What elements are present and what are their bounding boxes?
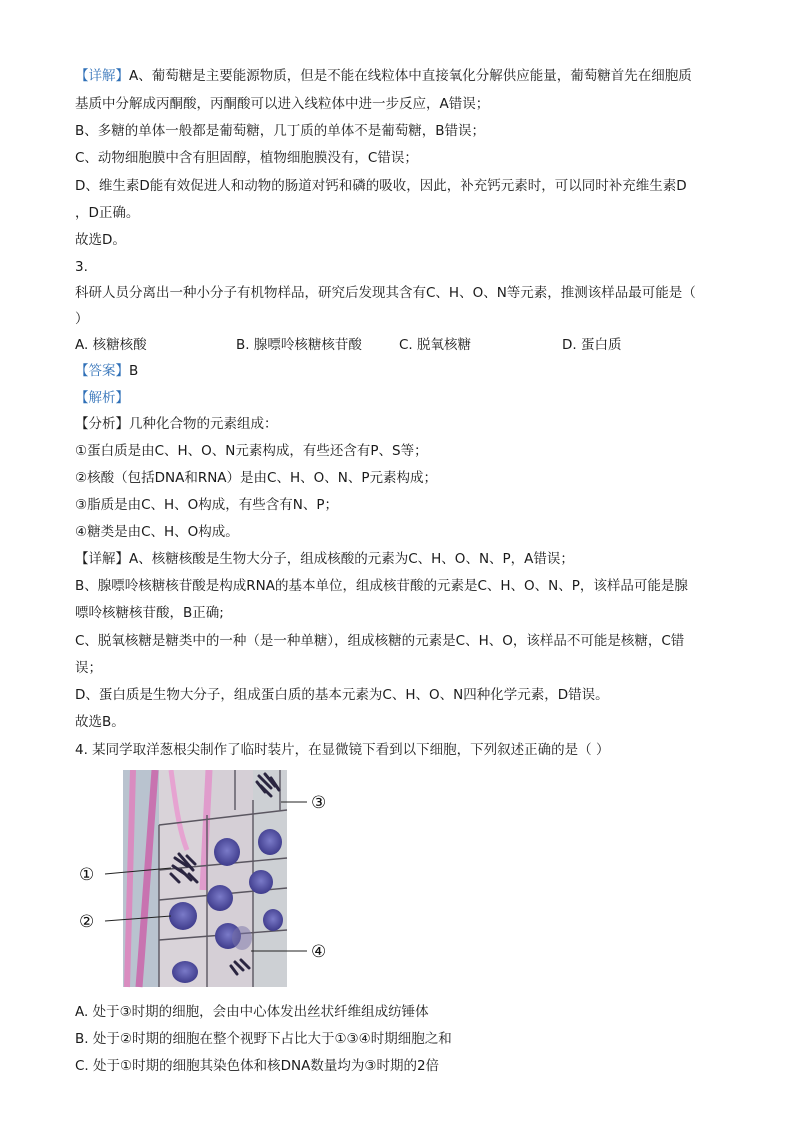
label-2: ② [79, 912, 95, 932]
explanation-line: 基质中分解成丙酮酸，丙酮酸可以进入线粒体中进一步反应，A错误； [75, 96, 490, 112]
option-c: C. 脱氧核糖 [399, 337, 472, 353]
conclusion-line: 故选D。 [75, 232, 126, 248]
detail-text: A、核糖核酸是生物大分子，组成核酸的元素为C、H、O、N、P，A错误； [129, 551, 574, 567]
detail-line [75, 549, 725, 569]
explanation-line: B、多糖的单体一般都是葡萄糖，几丁质的单体不是葡萄糖，B错误； [75, 123, 486, 139]
detail-line: C、脱氧核糖是糖类中的一种（是一种单糖），组成核糖的元素是C、H、O，该样品不可能是核糖，C错 [75, 633, 685, 649]
question-number: 3. [75, 259, 88, 275]
analysis-item: ④糖类是由C、H、O构成。 [75, 524, 239, 540]
micrograph-svg [75, 770, 345, 990]
question-stem: 4. 某同学取洋葱根尖制作了临时装片，在显微镜下看到以下细胞，下列叙述正确的是（ ） [75, 742, 610, 758]
option-d: D. 蛋白质 [562, 337, 622, 353]
analysis-item: ③脂质是由C、H、O构成，有些含有N、P； [75, 497, 339, 513]
analysis-item: ②核酸（包括DNA和RNA）是由C、H、O、N、P元素构成； [75, 470, 437, 486]
question-options [75, 335, 725, 355]
explanation-line: D、维生素D能有效促进人和动物的肠道对钙和磷的吸收，因此，补充钙元素时，可以同时补充维生素D [75, 178, 687, 194]
explanation-line: C、动物细胞膜中含有胆固醇，植物细胞膜没有，C错误； [75, 150, 418, 166]
question-stem-cont: ） [75, 311, 89, 327]
label-1: ① [79, 865, 95, 885]
fenxi-tag: 【分析】 [75, 416, 129, 432]
conclusion-line: 故选B。 [75, 714, 125, 730]
micrograph-image [123, 770, 287, 987]
detail-line: D、蛋白质是生物大分子，组成蛋白质的基本元素为C、H、O、N四种化学元素，D错误。 [75, 687, 609, 703]
analysis-tag: 【解析】 [75, 390, 129, 406]
option-c: C. 处于①时期的细胞其染色体和核DNA数量均为③时期的2倍 [75, 1058, 440, 1074]
detail-line: 误； [75, 660, 102, 676]
detail-line: B、腺嘌呤核糖核苷酸是构成RNA的基本单位，组成核苷酸的元素是C、H、O、N、P，该样品可能是腺 [75, 578, 688, 594]
analysis-item: ①蛋白质是由C、H、O、N元素构成，有些还含有P、S等； [75, 443, 428, 459]
option-b: B. 腺嘌呤核糖核苷酸 [236, 337, 362, 353]
answer-value: B [129, 363, 139, 379]
option-a: A. 核糖核酸 [75, 337, 147, 353]
analysis-line [75, 414, 725, 434]
detail-line: 嘌呤核糖核苷酸，B正确; [75, 605, 224, 621]
option-b: B. 处于②时期的细胞在整个视野下占比大于①③④时期细胞之和 [75, 1031, 452, 1047]
fenxi-text: 几种化合物的元素组成： [129, 416, 278, 432]
option-a: A. 处于③时期的细胞，会由中心体发出丝状纤维组成纺锤体 [75, 1004, 429, 1020]
explanation-line [75, 66, 725, 86]
question-stem: 科研人员分离出一种小分子有机物样品，研究后发现其含有C、H、O、N等元素，推测该样品最可能是（ [75, 285, 696, 301]
text: A、葡萄糖是主要能源物质，但是不能在线粒体中直接氧化分解供应能量，葡萄糖首先在细胞质 [129, 68, 692, 84]
explanation-line: ，D正确。 [75, 205, 140, 221]
micrograph-figure [75, 770, 345, 990]
section-tag: 【详解】 [75, 68, 129, 84]
detail-tag: 【详解】 [75, 551, 129, 567]
answer-line [75, 361, 725, 381]
label-3: ③ [311, 793, 327, 813]
label-4: ④ [311, 942, 327, 962]
answer-tag: 【答案】 [75, 363, 129, 379]
